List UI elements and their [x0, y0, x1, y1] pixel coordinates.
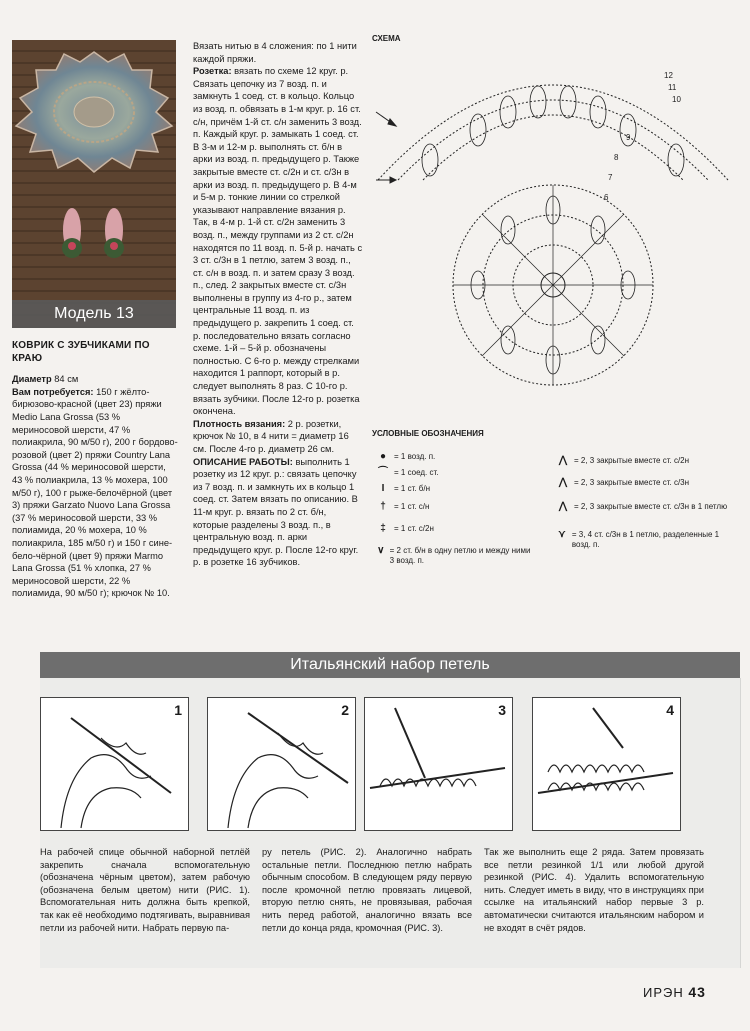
model-photo	[12, 40, 176, 328]
article-title: КОВРИК С ЗУБЧИКАМИ ПО КРАЮ	[12, 340, 150, 364]
double-crochet-icon: †	[380, 501, 386, 512]
figure-3	[364, 697, 513, 831]
diameter-line: Диаметр 84 см	[12, 374, 79, 385]
cluster-icon: ⋀	[558, 477, 568, 488]
cluster-icon: ⋀	[558, 501, 568, 512]
legend-cluster-one-loop: ⋀ = 2, 3 закрытые вместе ст. с/3н в 1 петлю	[552, 502, 732, 512]
figure-1	[40, 697, 189, 831]
chain-stitch-icon: ●	[379, 451, 387, 462]
legend-chain-stitch: ● = 1 возд. п.	[372, 452, 435, 462]
work-paragraph: ОПИСАНИЕ РАБОТЫ: выполнить 1 розетку из 12 круг. р.: связать цепочку из 7 возд. п. и замкнуть их в кольцо 1 соед. ст. Затем вязать по описанию. В 11-м круг. р. вязать по 2 ст. б/н, которые разделены 3 возд. п., в центральную возд. п. арки предыдущего круг. р. После 12-го круг. р. в розетке 16 зубчиков.	[193, 456, 359, 568]
knitting-rib-illustration-4	[533, 698, 680, 830]
svg-text:7: 7	[608, 173, 613, 182]
svg-text:9: 9	[626, 133, 631, 142]
yarn-paragraph: Вязать нитью в 4 сложения: по 1 нити каждой пряжи.	[193, 41, 357, 64]
materials-paragraph: Вам потребуется: 150 г жёлто-бирюзово-красной (цвет 23) пряжи Medio Lana Grossa (53 % мериносовой шерсти, 47 % полиакрила, 90 м/50 г), 200 г бордово-розовой (цвет 2) пряжи Country Lana Grossa (44 % мериносовой шерсти, 43 % полиакрила, 13 % мохера, 100 м/50 г), 100 г рыже-белочёрной (цвет 3) пряжи Garzato Nuovo Lana Grossa (37 % мериносовой шерсти, 33 % полиамида, 20 % мохера, 10 % полиакрила, 185 м/50 г) и 150 г сине-бело-чёрной (цвет 9) пряжи Marmo Lana Grossa (51 % хлопка, 27 % мериносовой шерсти, 22 % полиамида, 90 м/50 г); крючок № 10.	[12, 386, 178, 599]
v-stitch-icon: ∨	[377, 545, 385, 556]
model-caption: Модель 13	[12, 300, 176, 328]
single-crochet-icon: I	[381, 483, 385, 494]
crochet-schema-diagram	[368, 30, 738, 410]
figure-number: 3	[498, 702, 506, 718]
legend-single-crochet: I = 1 ст. б/н	[372, 484, 430, 494]
hand-cast-on-illustration-1	[41, 698, 188, 830]
italian-text-col1: На рабочей спице обычной наборной петлёй закрепить сначала вспомогательную (обозначена чёрным цветом), затем рабочую (обозначена белым цветом) нити (РИС. 1). Вспомогательная нить должна быть крепкой, так как её необходимо подтягивать, выравнивая петли из рабочей нити. Набрать первую па-	[40, 847, 250, 933]
rosette-paragraph: Розетка: вязать по схеме 12 круг. р. Связать цепочку из 7 возд. п. и замкнуть 1 соед. ст. в кольцо. Кольцо из возд. п. обвязать в 1-м круг. р. 16 ст. с/н, причём 1-й ст. с/н заменить 3 возд. п. Каждый круг. р. замыкать 1 соед. ст. В 3-м и 12-м р. выполнять ст. б/н в арки из возд. п. предыдущего р. Также закрытые вместе ст. с/2н и ст. с/3н в арки из возд. п. предыдущего р. В 4-м и 5-м р. тонкие линии со стрелкой указывают направление вязания р. Так, в 4-м р. 1-й ст. с/2н заменить 3 возд. п., между группами из 2 ст. с/2н находятся по 11 возд. п. 5-й р. начать с 3 ст. с/3н в 1 петлю, затем 3 возд. п., ст. с/н в возд. п. и затем сразу 3 возд. п., след. 2 закрытых вместе ст. с/3н выполнены в группу из 4-го р., затем центральные 11 возд. п. из предыдущего р. закрепить 1 соед. ст. р. последовательно вязать согласно схеме. 1-й – 5-й р. обозначены полностью. С 6-го р. между стрелками находится 1 раппорт, который в р. следует выполнять 8 раз. С 10-го р. вязать зубчики. После 12-го р. розетка окончена.	[193, 66, 363, 417]
legend-double-crochet: † = 1 ст. с/н	[372, 502, 429, 512]
page-number: 43	[688, 984, 706, 1000]
svg-text:11: 11	[668, 83, 677, 92]
figure-4	[532, 697, 681, 831]
svg-text:12: 12	[664, 71, 673, 80]
schema-title: СХЕМА	[372, 34, 401, 43]
section-title: Итальянский набор петель	[40, 652, 740, 678]
svg-text:8: 8	[614, 153, 619, 162]
figure-number: 4	[666, 702, 674, 718]
figure-number: 1	[174, 702, 182, 718]
legend-shell: ⋎ = 3, 4 ст. с/3н в 1 петлю, разделенные 1 возд. п.	[552, 530, 732, 550]
slip-stitch-icon: ⌒	[378, 467, 388, 478]
figure-2	[207, 697, 356, 831]
shell-icon: ⋎	[558, 529, 566, 540]
figure-number: 2	[341, 702, 349, 718]
legend-cluster-3tr: ⋀ = 2, 3 закрытые вместе ст. с/3н	[552, 478, 732, 488]
magazine-brand: ИРЭН	[643, 985, 684, 1000]
italian-text-col3: Так же выполнить еще 2 ряда. Затем провязать все петли резинкой 1/1 или любой другой резинкой (РИС. 4). Удалить вспомогательную нить. Следует иметь в виду, что в инструкциях при ссылке на итальянский набор первые 3 р. автоматически считаются итальянским набором и не входят в счёт рядов.	[484, 847, 704, 933]
article-column-1	[12, 340, 178, 600]
svg-text:6: 6	[604, 193, 609, 202]
legend-title: УСЛОВНЫЕ ОБОЗНАЧЕНИЯ	[372, 429, 484, 438]
page-footer	[643, 984, 706, 1000]
article-column-2	[193, 40, 363, 569]
rug-and-slippers-photo	[12, 40, 176, 328]
cluster-icon: ⋀	[558, 455, 568, 466]
svg-text:10: 10	[672, 95, 681, 104]
legend-cluster-2tr: ⋀ = 2, 3 закрытые вместе ст. с/2н	[552, 456, 732, 466]
hand-cast-on-illustration-2	[208, 698, 355, 830]
legend-slip-stitch: ⌒ = 1 соед. ст.	[372, 468, 439, 478]
legend-v-stitch: ∨ = 2 ст. б/н в одну петлю и между ними 3 возд. п.	[372, 546, 532, 566]
knitting-row-illustration-3	[365, 698, 512, 830]
legend-treble-crochet: ‡ = 1 ст. с/2н	[372, 524, 434, 534]
density-paragraph: Плотность вязания: 2 р. розетки, крючок № 10, в 4 нити = диаметр 16 см. После 4-го р. диаметр 26 см.	[193, 418, 349, 454]
italian-text-col2: ру петель (РИС. 2). Аналогично набрать остальные петли. Последнюю петлю набрать обычным способом. В следующем ряду первую после кромочной петлю провязать лицевой, вторую петлю снять, не провязывая, рабочая нить перед работой, аналогично вязать все петли до конца ряда, кромочная (РИС. 3).	[262, 847, 472, 933]
treble-crochet-icon: ‡	[380, 523, 386, 534]
